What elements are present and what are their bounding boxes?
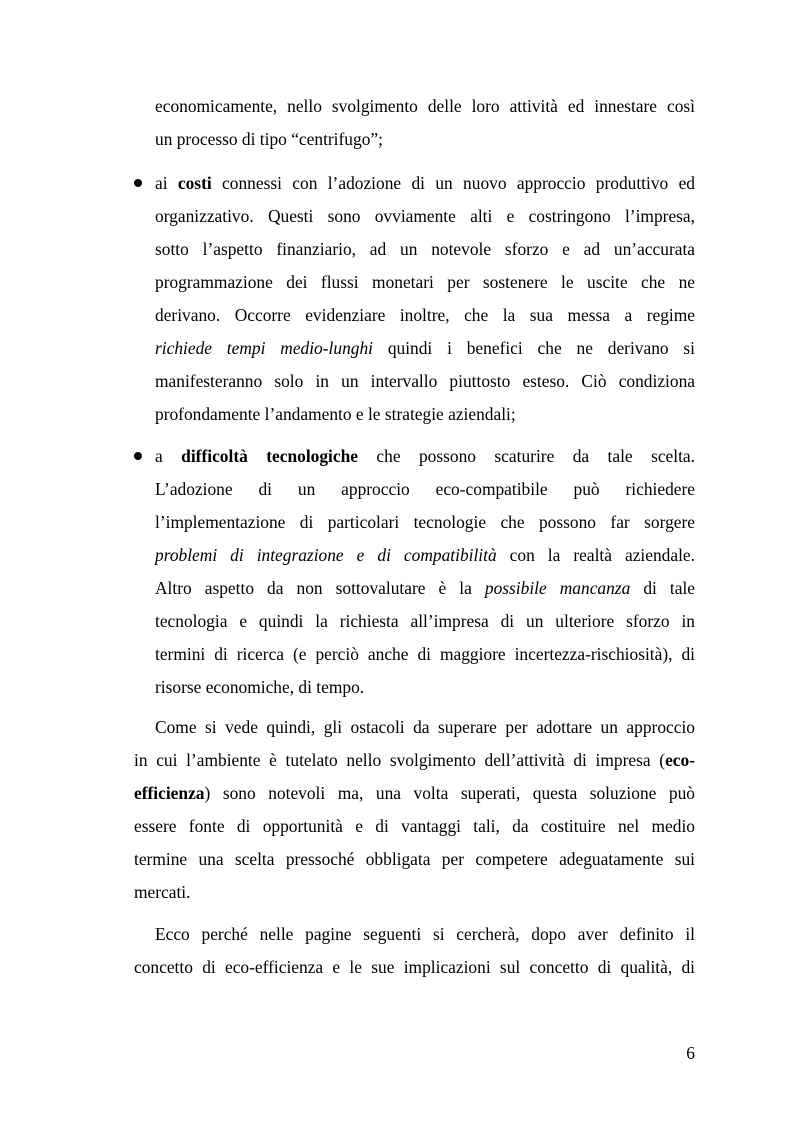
text-line: derivano. Occorre evidenziare inoltre, che la sua messa a regime [155,305,695,325]
text-line: profondamente l’andamento e le strategie aziendali; [155,404,516,424]
text-line: Come si vede quindi, gli ostacoli da superare per adottare un approccio [155,717,695,737]
text-line: risorse economiche, di tempo. [155,677,365,697]
text-line: organizzativo. Questi sono ovviamente alti e costringono l’impresa, [155,206,695,226]
text-line: sotto l’aspetto finanziario, ad un notevole sforzo e ad un’accurata [155,239,695,259]
text-line: termini di ricerca (e perciò anche di maggiore incertezza-rischiosità), di [155,644,695,664]
text-line: l’implementazione di particolari tecnologie che possono far sorgere [155,512,695,532]
text-line: essere fonte di opportunità e di vantaggi tali, da costituire nel medio [134,816,695,836]
text-line: richiede tempi medio-lunghi quindi i benefici che ne derivano si [155,338,696,358]
text-line: concetto di eco-efficienza e le sue implicazioni sul concetto di qualità, di [134,957,695,977]
text-line: a difficoltà tecnologiche che possono scaturire da tale scelta. [155,446,696,466]
text-line: programmazione dei flussi monetari per sostenere le uscite che ne [155,272,695,292]
text-line: economicamente, nello svolgimento delle loro attività ed innestare così [155,96,695,116]
text-line: problemi di integrazione e di compatibilità con la realtà aziendale. [155,545,695,565]
text-line: in cui l’ambiente è tutelato nello svolgimento dell’attività di impresa (eco- [134,750,695,770]
text-line: termine una scelta pressoché obbligata per competere adeguatamente sui [134,849,695,869]
text-line: efficienza) sono notevoli ma, una volta superati, questa soluzione può [134,783,695,803]
bullet-icon [134,179,142,187]
text-line: un processo di tipo “centrifugo”; [155,129,383,149]
bullet-icon [134,452,142,460]
text-line: Altro aspetto da non sottovalutare è la possibile mancanza di tale [155,578,695,598]
text-line: L’adozione di un approccio eco-compatibile può richiedere [155,479,695,499]
text-line: mercati. [134,882,191,902]
text-line: ai costi connessi con l’adozione di un nuovo approccio produttivo ed [155,173,695,193]
text-line: Ecco perché nelle pagine seguenti si cercherà, dopo aver definito il [155,924,695,944]
text-line: tecnologia e quindi la richiesta all’impresa di un ulteriore sforzo in [155,611,695,631]
page-number: 6 [686,1043,695,1063]
text-line: manifesteranno solo in un intervallo piuttosto esteso. Ciò condiziona [155,371,695,391]
